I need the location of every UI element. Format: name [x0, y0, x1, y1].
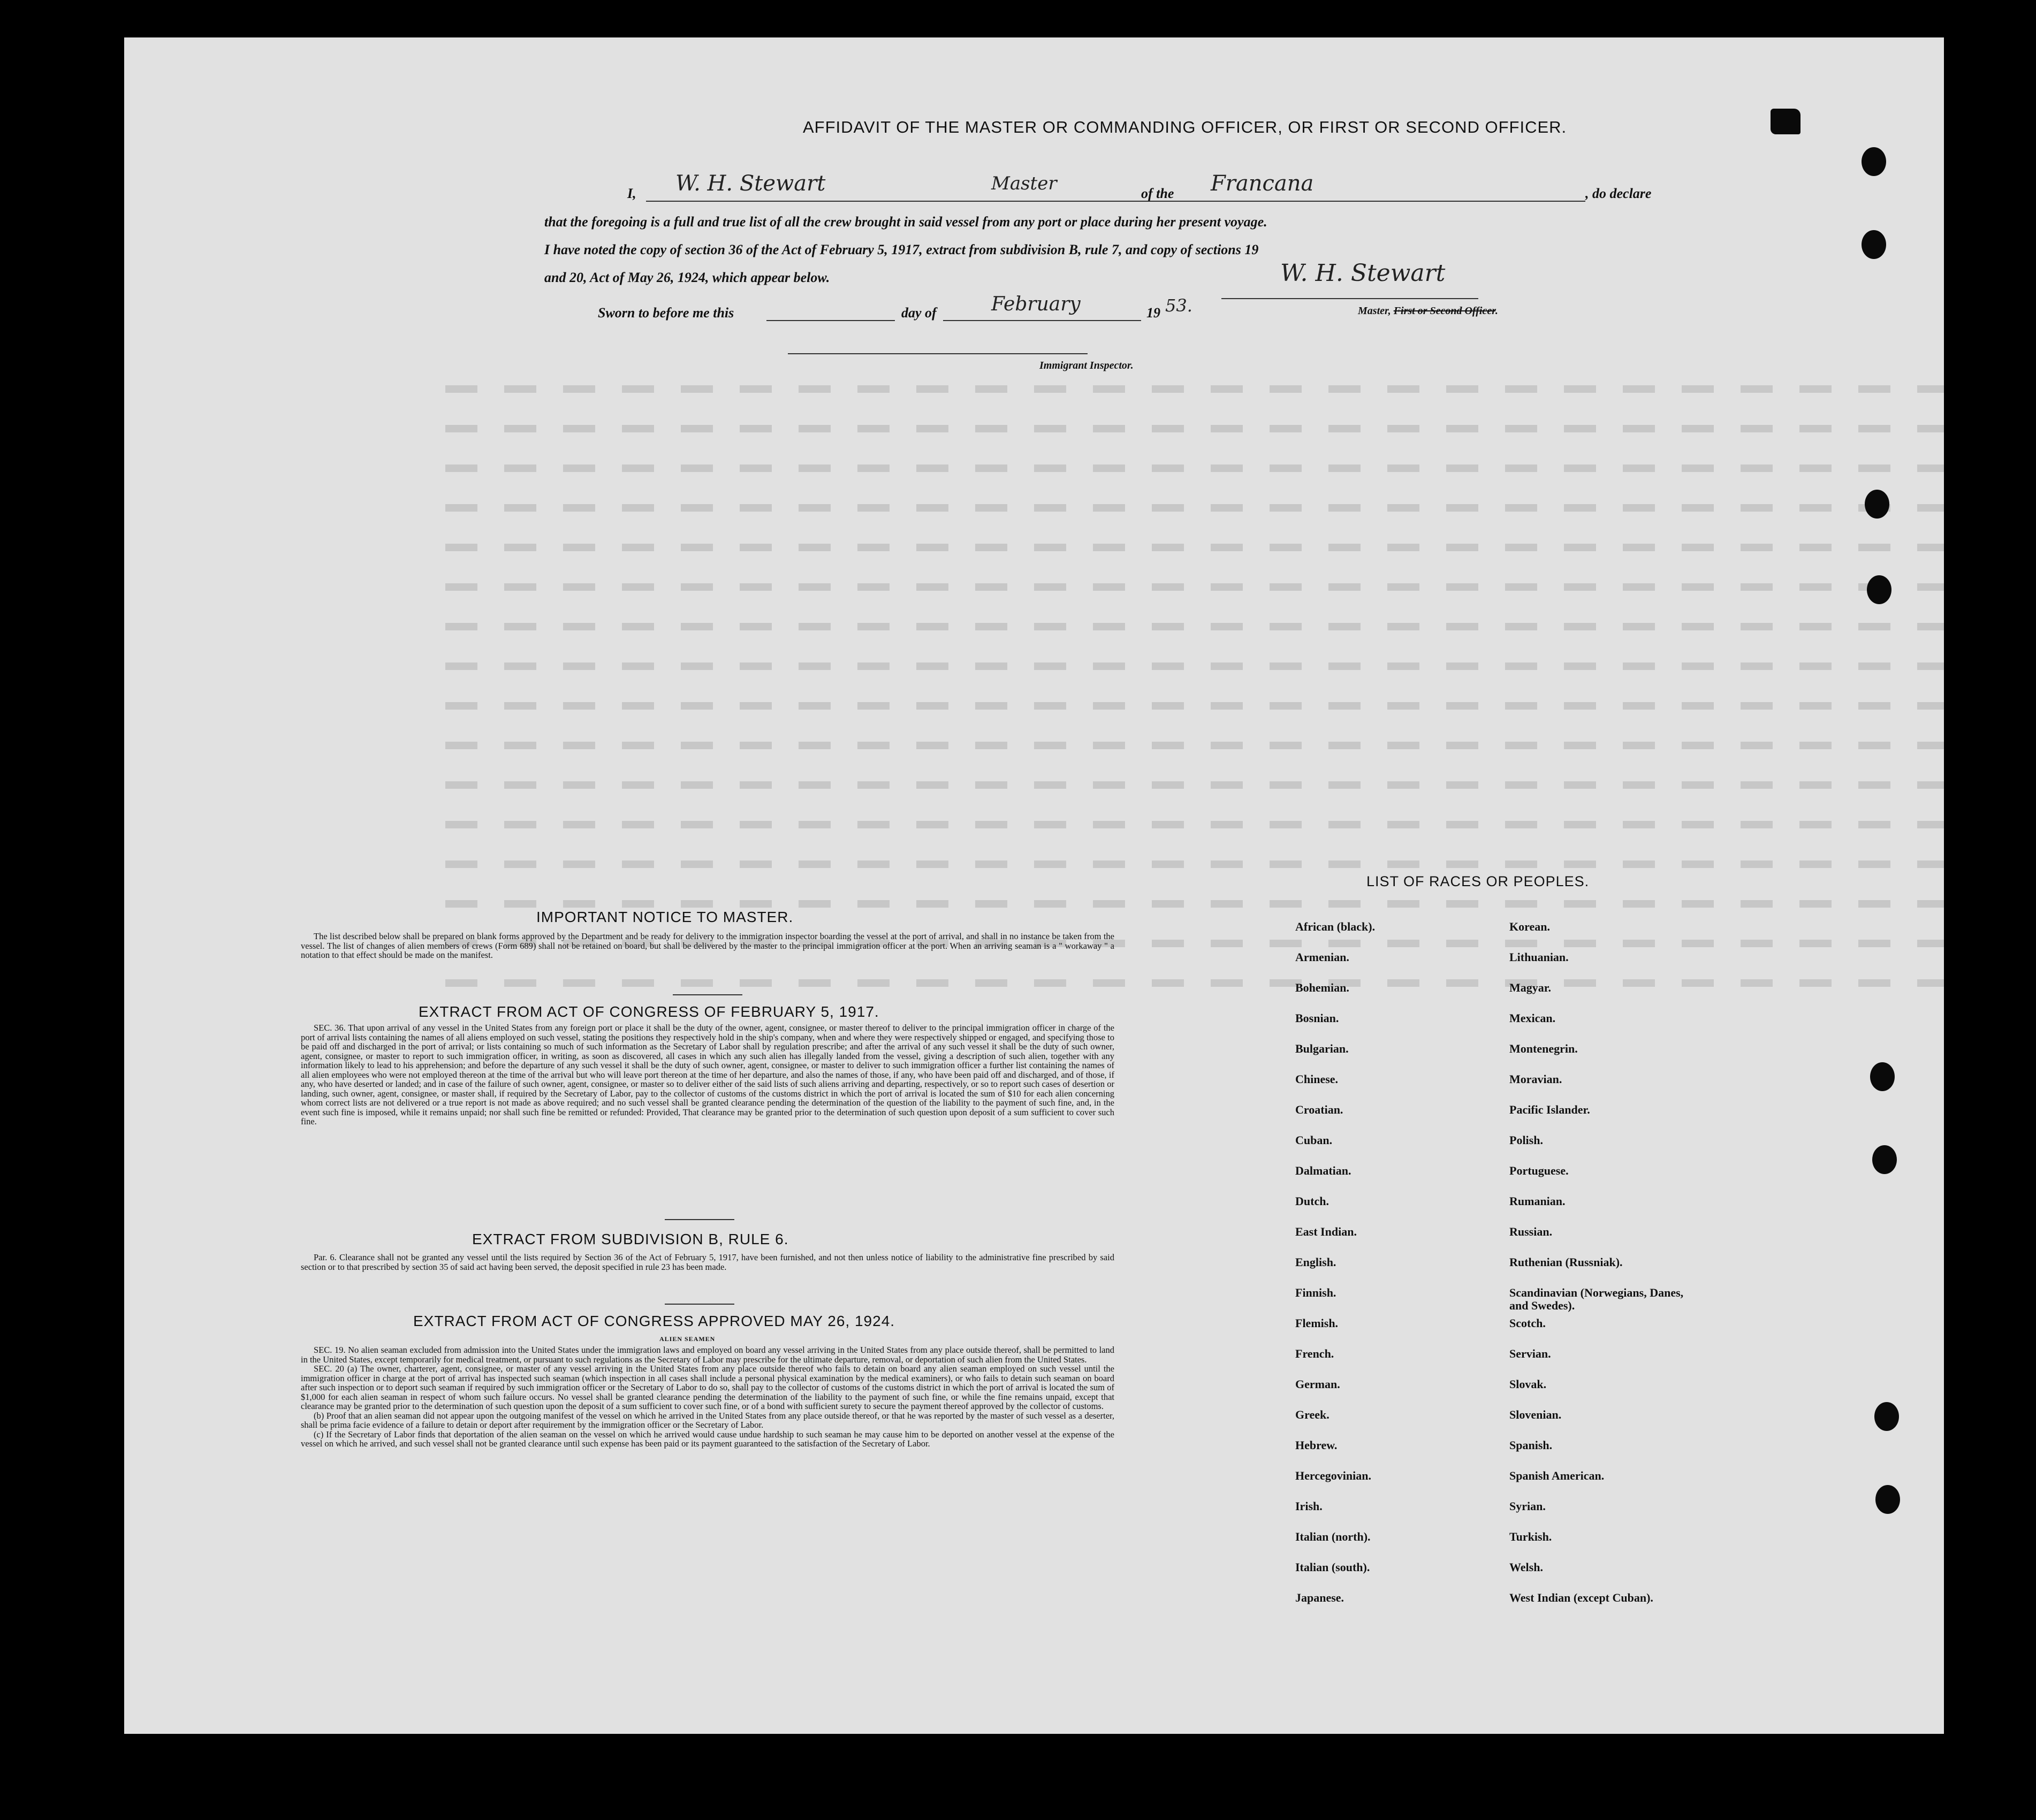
race-item: Magyar. — [1509, 981, 1552, 994]
extract-1917-title: EXTRACT FROM ACT OF CONGRESS OF FEBRUARY 5, 1917. — [419, 1003, 879, 1020]
race-item: Ruthenian (Russniak). — [1509, 1255, 1623, 1269]
extract-1924-title: EXTRACT FROM ACT OF CONGRESS APPROVED MAY 26, 1924. — [413, 1313, 895, 1329]
punch-hole-icon — [1867, 575, 1891, 604]
races-column-2 — [1509, 920, 1686, 1622]
race-item: Servian. — [1509, 1347, 1551, 1360]
rank-handwritten: Master — [991, 173, 1057, 194]
ink-blot-mark — [1771, 109, 1801, 134]
race-item: German. — [1295, 1377, 1340, 1391]
signature-rule — [1221, 298, 1478, 299]
punch-hole-icon — [1862, 147, 1886, 176]
race-item: Flemish. — [1295, 1316, 1339, 1330]
year-handwritten: 53. — [1165, 295, 1192, 316]
races-title: LIST OF RACES OR PEOPLES. — [1366, 873, 1590, 889]
race-item: Bulgarian. — [1295, 1042, 1349, 1055]
race-item: English. — [1295, 1255, 1336, 1269]
sec20b-paragraph: (b) Proof that an alien seaman did not appear upon the outgoing manifest of the vessel on which he arrived in the United States from any place outside thereof, or that he was reported by the master of such vessel as a deserter, shall be prima facie evidence of a failure to detain or deport after requirement by the immigration officer or the Secretary of Labor. — [301, 1410, 1114, 1430]
signature-caption — [1358, 305, 1498, 317]
race-item: Scotch. — [1509, 1316, 1546, 1330]
extract-1924-text — [301, 1345, 1114, 1449]
affidavit-line-3: I have noted the copy of section 36 of the Act of February 5, 1917, extract from subdivision B, rule 7, and copy of sections 19 — [544, 242, 1259, 257]
race-item: Italian (north). — [1295, 1530, 1371, 1543]
race-item: French. — [1295, 1347, 1334, 1360]
race-item: East Indian. — [1295, 1225, 1357, 1238]
sworn-label: Sworn to before me this — [598, 305, 734, 321]
document-page — [124, 37, 1944, 1734]
race-item: Russian. — [1509, 1225, 1553, 1238]
affidavit-i-label: I, — [627, 186, 636, 201]
race-item: Syrian. — [1509, 1499, 1546, 1513]
race-item: Italian (south). — [1295, 1560, 1370, 1574]
master-name-handwritten: W. H. Stewart — [675, 171, 826, 196]
race-item: Cuban. — [1295, 1133, 1333, 1147]
race-item: Pacific Islander. — [1509, 1103, 1590, 1116]
punch-hole-icon — [1862, 230, 1886, 259]
alien-seamen-subtitle: ALIEN SEAMEN — [659, 1335, 716, 1343]
inspector-rule — [788, 353, 1088, 354]
extract-1917-paragraph: SEC. 36. That upon arrival of any vessel in the United States from any foreign port or place it shall be the duty of the owner, agent, consignee, or master thereof to deliver to the principal immigration officer in charge of the port of arrival lists containing the names of all aliens employed on such vessel, stating the positions they respectively hold in the ship's company, when and where they were respectively shipped or engaged, and specifying those to be paid off and discharged in the port of arrival; or lists containing so much of such information as the Secretary of Labor shall by regulation prescribe; and after the arrival of any such vessel it shall be the duty of such owner, agent, consignee, or master to report to such immigration officer, in writing, as soon as discovered, all cases in which any such alien has illegally landed from the vessel, giving a description of such alien, together with any information likely to lead to his apprehension; and before the departure of any such vessel it shall be the duty of such owner, agent, consignee, or master to deliver to such immigration officer a further list containing the names of all alien employees who were not employed thereon at the time of the arrival but who will leave port thereon at the time of her departure, and also the names of those, if any, who have been paid off and discharged, and of those, if any, who have deserted or landed; and in case of the failure of such owner, agent, consignee, or master so to deliver either of the said lists of such aliens arriving and departing, respectively, or so to report such cases of desertion or landing, such owner, agent, consignee, or master shall, if required by the Secretary of Labor, pay to the collector of customs of the customs district in which the port of arrival is located the sum of $10 for each alien concerning whom correct lists are not delivered or a true report is not made as above required; and no such vessel shall be granted clearance pending the determination of the question of the liability to the payment of such fine, and, in the event such fine is imposed, while it remains unpaid; nor shall such fine be remitted or refunded: Provided, That clearance may be granted prior to the determination of such question upon deposit of a sum sufficient to cover such fine. — [301, 1023, 1114, 1126]
race-item: Dalmatian. — [1295, 1164, 1351, 1177]
race-item: Mexican. — [1509, 1011, 1556, 1025]
vessel-name-handwritten: Francana — [1211, 171, 1314, 196]
punch-hole-icon — [1874, 1402, 1899, 1431]
bleed-through-texture — [445, 385, 1944, 1295]
race-item: Bosnian. — [1295, 1011, 1339, 1025]
notice-title: IMPORTANT NOTICE TO MASTER. — [536, 909, 794, 925]
race-item: Montenegrin. — [1509, 1042, 1578, 1055]
divider-rule — [665, 1304, 734, 1305]
race-item: Spanish. — [1509, 1438, 1553, 1452]
divider-rule — [673, 994, 742, 995]
punch-hole-icon — [1875, 1485, 1900, 1514]
day-of-label: day of — [901, 305, 937, 321]
affidavit-title: AFFIDAVIT OF THE MASTER OR COMMANDING OFFICER, OR FIRST OR SECOND OFFICER. — [803, 118, 1567, 136]
name-rule — [646, 201, 1224, 202]
punch-hole-icon — [1870, 1062, 1895, 1091]
declare-label: , do declare — [1585, 186, 1652, 201]
race-item: African (black). — [1295, 920, 1376, 933]
signature-caption-prefix: Master, — [1358, 305, 1394, 317]
inspector-caption: Immigrant Inspector. — [1039, 360, 1134, 371]
rule6-text — [301, 1253, 1114, 1271]
extract-1917-text — [301, 1023, 1114, 1126]
year-prefix: 19 — [1146, 305, 1160, 321]
race-item: Hebrew. — [1295, 1438, 1338, 1452]
race-item: Bohemian. — [1295, 981, 1349, 994]
affidavit-line-2: that the foregoing is a full and true list of all the crew brought in said vessel from any port or place during her present voyage. — [544, 214, 1267, 230]
month-handwritten: February — [991, 293, 1081, 315]
race-item: Armenian. — [1295, 950, 1349, 964]
race-item: Moravian. — [1509, 1072, 1562, 1086]
race-item: Chinese. — [1295, 1072, 1339, 1086]
race-item: West Indian (except Cuban). — [1509, 1591, 1653, 1604]
race-item: Finnish. — [1295, 1286, 1336, 1299]
signature-caption-suffix: . — [1495, 305, 1498, 317]
race-item: Welsh. — [1509, 1560, 1543, 1574]
signature-caption-struck: First or Second Officer — [1393, 305, 1495, 317]
race-item: Hercegovinian. — [1295, 1469, 1371, 1482]
race-item: Slovak. — [1509, 1377, 1547, 1391]
races-column-1 — [1295, 920, 1375, 1622]
sec19-paragraph: SEC. 19. No alien seaman excluded from admission into the United States under the immigration laws and employed on board any vessel arriving in the United States from any place outside thereof, shall be permitted to land in the United States, except temporarily for medical treatment, or pursuant to such regulations as the Secretary of Labor may prescribe for the ultimate departure, removal, or deportation of such alien from the United States. — [301, 1345, 1114, 1365]
divider-rule — [665, 1219, 734, 1220]
punch-hole-icon — [1865, 490, 1889, 519]
race-item: Portuguese. — [1509, 1164, 1569, 1177]
race-item: Croatian. — [1295, 1103, 1343, 1116]
rule6-paragraph: Par. 6. Clearance shall not be granted any vessel until the lists required by Section 36 of the Act of February 5, 1917, have been furnished, and not then unless notice of liability to the administrative fine prescribed by said section or to that prescribed by section 35 of said act having been served, the deposit specified in rule 23 has been made. — [301, 1252, 1114, 1272]
race-item: Polish. — [1509, 1133, 1543, 1147]
race-item: Slovenian. — [1509, 1408, 1562, 1421]
rule6-title: EXTRACT FROM SUBDIVISION B, RULE 6. — [472, 1231, 789, 1247]
vessel-rule — [1195, 201, 1585, 202]
of-the-label: of the — [1141, 186, 1174, 201]
race-item: Rumanian. — [1509, 1194, 1566, 1208]
affidavit-line-4: and 20, Act of May 26, 1924, which appear below. — [544, 270, 830, 285]
race-item: Scandinavian (Norwegians, Danes, and Swedes). — [1509, 1286, 1684, 1312]
race-item: Korean. — [1509, 920, 1550, 933]
notice-paragraph: The list described below shall be prepared on blank forms approved by the Department and be ready for delivery to the immigration inspector boarding the vessel at the port of arrival, and shall in no instance be taken from the vessel. The list of changes of alien members of crews (Form 689) shall not be retained on board, but shall be delivered by the master to the principal immigration officer at the port. When an arriving seaman is a " workaway " a notation to that effect should be made on the manifest. — [301, 931, 1114, 960]
sec20a-paragraph: SEC. 20 (a) The owner, charterer, agent, consignee, or master of any vessel arriving in the United States from any place outside thereof who fails to detain on board any alien seaman employed on such vessel until the immigration officer in charge at the port of arrival has inspected such seaman (which inspection in all cases shall include a personal physical examination by the medical examiners), or who fails to detain such seaman on board after such inspection or to deport such seaman if required by such immigration officer or the Secretary of Labor to do so, shall pay to the collector of customs of the customs district in which the port of arrival is located the sum of $1,000 for each alien seaman in respect of whom such failure occurs. No vessel shall be granted clearance pending the determination of the liability to the payment of such fine, or while the fine remains unpaid, except that clearance may be granted prior to the determination of such question upon the deposit of a sum sufficient to cover such fine, or of a bond with sufficient surety to secure the payment thereof approved by the collector of customs. — [301, 1364, 1114, 1411]
race-item: Greek. — [1295, 1408, 1330, 1421]
race-item: Lithuanian. — [1509, 950, 1569, 964]
race-item: Irish. — [1295, 1499, 1323, 1513]
race-item: Dutch. — [1295, 1194, 1329, 1208]
race-item: Japanese. — [1295, 1591, 1344, 1604]
sworn-month-rule — [943, 320, 1141, 321]
race-item: Turkish. — [1509, 1530, 1552, 1543]
punch-hole-icon — [1872, 1145, 1897, 1174]
sworn-day-rule — [766, 320, 895, 321]
race-item: Spanish American. — [1509, 1469, 1605, 1482]
sec20c-paragraph: (c) If the Secretary of Labor finds that deportation of the alien seaman on the vessel on which he arrived would cause undue hardship to such seaman he may cause him to be deported on another vessel at the expense of the vessel on which he arrived, and such vessel shall not be granted clearance until such expense has been paid or its payment guaranteed to the satisfaction of the Secretary of Labor. — [301, 1429, 1114, 1449]
signature-handwritten: W. H. Stewart — [1280, 260, 1446, 287]
notice-text — [301, 932, 1114, 960]
